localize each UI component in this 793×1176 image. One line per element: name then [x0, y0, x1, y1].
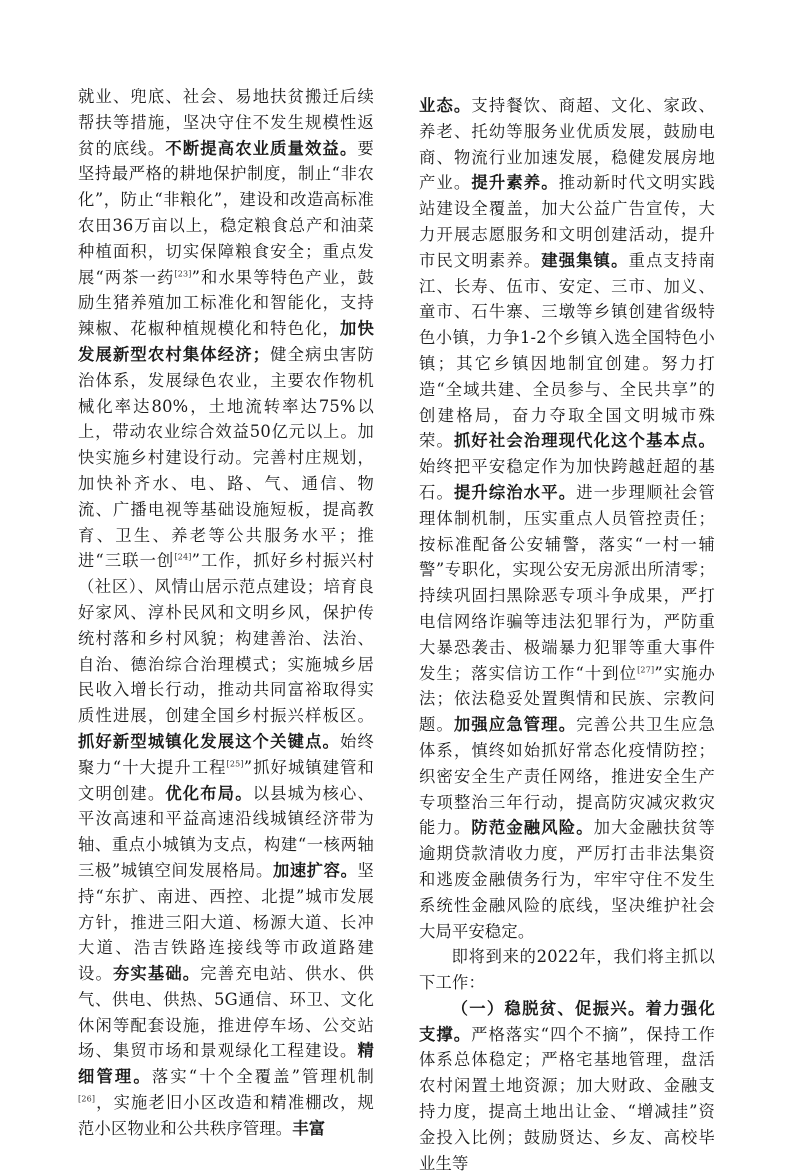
right-paragraph-3 — [419, 996, 715, 1176]
body-text: 始终聚力“十大提升工程 — [78, 731, 374, 777]
body-text: ”实施办法；依法稳妥处置舆情和民族、宗教问题。 — [419, 663, 715, 735]
bold-heading: 提升素养。 — [471, 173, 559, 193]
body-text: 完善公共卫生应急体系，慎终如始抓好常态化疫情防控；织密安全生产责任网络，推进安全生产专项整治三年行动，提高防灾减灾救灾能力。 — [419, 715, 715, 838]
body-text: 重点支持南江、长寿、伍市、安定、三市、加义、童市、石牛寨、三墩等乡镇创建省级特色小镇，力争1-2个乡镇入选全国特色小镇；其它乡镇因地制宜创建。努力打造“全域共建、全员参与、全民共享”的创建格局，奋力夺取全国文明城市殊荣。 — [419, 250, 715, 451]
body-text: 推动新时代文明实践站建设全覆盖，加大公益广告宣传，大力开展志愿服务和文明创建活动，提升市民文明素养。 — [419, 173, 715, 270]
bold-heading: 加速扩容。 — [272, 860, 358, 880]
body-text: 要坚持最严格的耕地保护制度，制止“非农化”，防止“非粮化”，建设和改造高标准农田36万亩以上，稳定粮食总产和油菜种植面积，切实保障粮食安全；重点发展“两茶一药 — [78, 138, 374, 287]
footnote-ref: [25] — [226, 759, 244, 769]
body-text: 健全病虫害防治体系，发展绿色农业，主要农作物机械化率达80%，土地流转率达75%以上，带动农业综合效益50亿元以上。加快实施乡村建设行动。完善村庄规划，加快补齐水、电、路、气、通信、物流、广播电视等基础设施短板，提高教育、卫生、养老等公共服务水平；推进“三联一创 — [78, 344, 375, 571]
body-text: 支持餐饮、商超、文化、家政、养老、托幼等服务业优质发展，鼓励电商、物流行业加速发展，稳健发展房地产业。 — [419, 96, 715, 193]
body-text: ”和水果等特色产业，鼓励生猪养殖加工标准化和智能化，支持辣椒、花椒种植规模化和特色化， — [78, 267, 374, 339]
body-text: 进一步理顺社会管理体制机制，压实重点人员管控责任；按标准配备公安辅警，落实“一村一辅警”专职化，实现公安无房派出所清零；持续巩固扫黑除恶专项斗争成果，严打电信网络诈骗等违法犯罪行为，严防重大暴恐袭击、极端暴力犯罪等重大事件发生；落实信访工作“十到位 — [419, 482, 715, 683]
body-text: 落实“十个全覆盖”管理机制 — [151, 1067, 374, 1087]
bold-heading: 业态。 — [419, 96, 472, 115]
bold-heading: 不断提高农业质量效益。 — [165, 138, 358, 158]
footnote-ref: [26] — [78, 1094, 96, 1104]
bold-heading: 抓好新型城镇化发展这个关键点。 — [78, 731, 341, 751]
right-text-column — [419, 93, 715, 1176]
body-text: 始终把平安稳定作为加快跨越赶超的基石。 — [419, 457, 715, 502]
bold-heading: 优化布局。 — [165, 783, 253, 803]
body-text: ”抓好城镇建管和文明创建。 — [78, 757, 374, 803]
body-text: 即将到来的2022年，我们将主抓以下工作： — [419, 947, 715, 993]
footnote-ref: [24] — [174, 552, 192, 562]
left-paragraph — [78, 84, 374, 1142]
body-text: ”工作，抓好乡村振兴村（社区）、风情山居示范点建设；培育良好家风、淳朴民风和文明乡风，保护传统村落和乡村风貌；构建善治、法治、自治、德治综合治理模式；实施城乡居民收入增长行动，推动共同富裕取得实质性进展，创建全国乡村振兴样板区。 — [78, 551, 374, 726]
bold-heading: 提升综治水平。 — [453, 482, 577, 502]
body-text: 加大金融扶贫等逾期贷款清收力度，严厉打击非法集资和逃废金融债务行为，牢牢守住不发生系统性金融风险的底线，坚决维护社会大局平安稳定。 — [419, 818, 715, 941]
bold-heading: 抓好社会治理现代化这个基本点。 — [453, 431, 715, 451]
footnote-ref: [23] — [174, 269, 192, 279]
bold-heading: 丰富 — [292, 1118, 326, 1138]
body-text: 就业、兜底、社会、易地扶贫搬迁后续帮扶等措施，坚决守住不发生规模性返贫的底线。 — [78, 87, 374, 158]
bold-heading: （一）稳脱贫、促振兴。着力强化支撑。 — [419, 998, 715, 1044]
bold-heading: 建强集镇。 — [541, 250, 629, 270]
body-text: 严格落实“四个不摘”，保持工作体系总体稳定；严格宅基地管理，盘活农村闲置土地资源；加大财政、金融支持力度，提高土地出让金、“增减挂”资金投入比例；鼓励贤达、乡友、高校毕业生等 — [419, 1024, 715, 1173]
bold-heading: 精细管理。 — [78, 1041, 374, 1087]
bold-heading: 加快发展新型农村集体经济； — [78, 319, 374, 364]
bold-heading: 防范金融风险。 — [471, 818, 594, 838]
left-text-column — [78, 84, 374, 1142]
right-paragraph-1 — [419, 93, 715, 944]
footnote-ref: [27] — [637, 665, 655, 675]
body-text: ，实施老旧小区改造和精准棚改，规范小区物业和公共秩序管理。 — [78, 1093, 374, 1138]
body-text: 坚持“东扩、南进、西控、北提”城市发展方针，推进三阳大道、杨源大道、长冲大道、浩吉铁路连接线等市政道路建设。 — [78, 860, 374, 984]
right-paragraph-2 — [419, 944, 715, 996]
body-text: 完善充电站、供水、供气、供电、供热、5G通信、环卫、文化休闲等配套设施，推进停车场、公交站场、集贸市场和景观绿化工程建设。 — [78, 964, 374, 1061]
body-text: 以县城为核心、平汝高速和平益高速沿线城镇经济带为轴、重点小城镇为支点，构建“一核两轴三极”城镇空间发展格局。 — [78, 783, 374, 880]
bold-heading: 加强应急管理。 — [453, 715, 577, 735]
bold-heading: 夯实基础。 — [112, 964, 201, 984]
